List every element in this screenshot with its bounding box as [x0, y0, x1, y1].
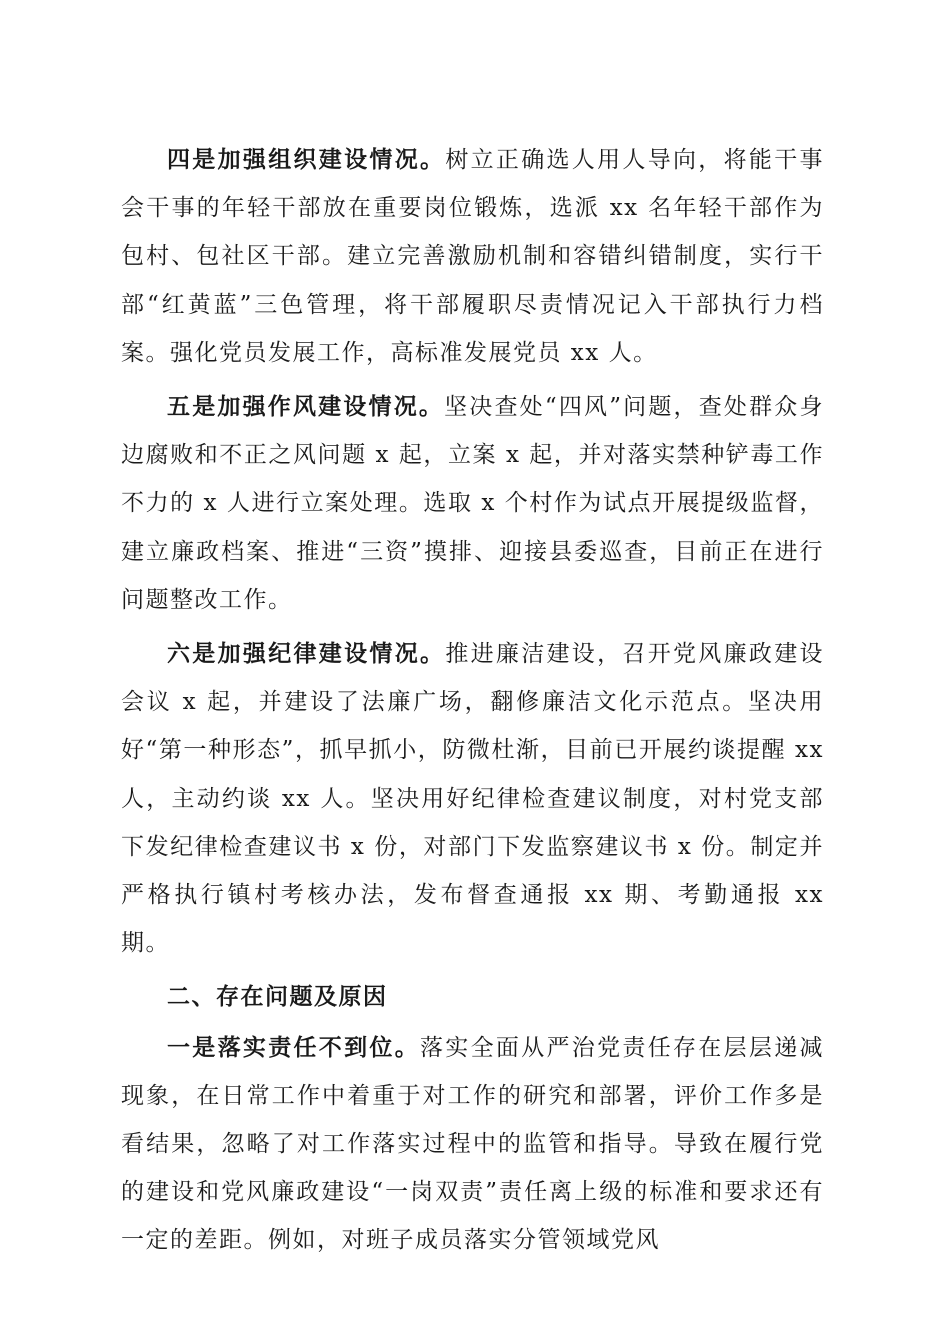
paragraph-lead: 五是加强作风建设情况。: [167, 394, 445, 421]
paragraph-lead: 四是加强组织建设情况。: [167, 147, 446, 173]
paragraph-organization: [121, 136, 824, 377]
paragraph-discipline: [121, 630, 824, 967]
paragraph-responsibility: [121, 1024, 824, 1265]
paragraph-text: 落实全面从严治党责任存在层层递减现象，在日常工作中着重于对工作的研究和部署，评价工作多是看结果，忽略了对工作落实过程中的监管和指导。导致在履行党的建设和党风廉政建设“一岗双责”责任离上级的标准和要求还有一定的差距。例如，对班子成员落实分管领域党风: [121, 1034, 825, 1254]
document-body: [121, 136, 824, 1271]
paragraph-work-style: [121, 383, 824, 624]
paragraph-text: 坚决查处“四风”问题，查处群众身边腐败和不正之风问题 x 起，立案 x 起，并对落实禁种铲毒工作不力的 x 人进行立案处理。选取 x 个村作为试点开展提级监督，建立廉政档案、推进“三资”摸排、迎接县委巡查，目前正在进行问题整改工作。: [121, 394, 824, 613]
paragraph-lead: 六是加强纪律建设情况。: [167, 641, 446, 668]
paragraph-text: 树立正确选人用人导向，将能干事会干事的年轻干部放在重要岗位锻炼，选派 xx 名年轻干部作为包村、包社区干部。建立完善激励机制和容错纠错制度，实行干部“红黄蓝”三色管理，将干部履职尽责情况记入干部执行力档案。强化党员发展工作，高标准发展党员 xx 人。: [121, 147, 825, 366]
paragraph-lead: 一是落实责任不到位。: [167, 1034, 420, 1061]
paragraph-text: 推进廉洁建设，召开党风廉政建设会议 x 起，并建设了法廉广场，翻修廉洁文化示范点。坚决用好“第一种形态”，抓早抓小，防微杜渐，目前已开展约谈提醒 xx 人，主动约谈 xx 人。坚决用好纪律检查建议制度，对村党支部下发纪律检查建议书 x 份，对部门下发监察建议书 x 份。制定并严格执行镇村考核办法，发布督查通报 xx 期、考勤通报 xx 期。: [121, 641, 825, 957]
section-heading: 二、存在问题及原因: [167, 984, 388, 1011]
